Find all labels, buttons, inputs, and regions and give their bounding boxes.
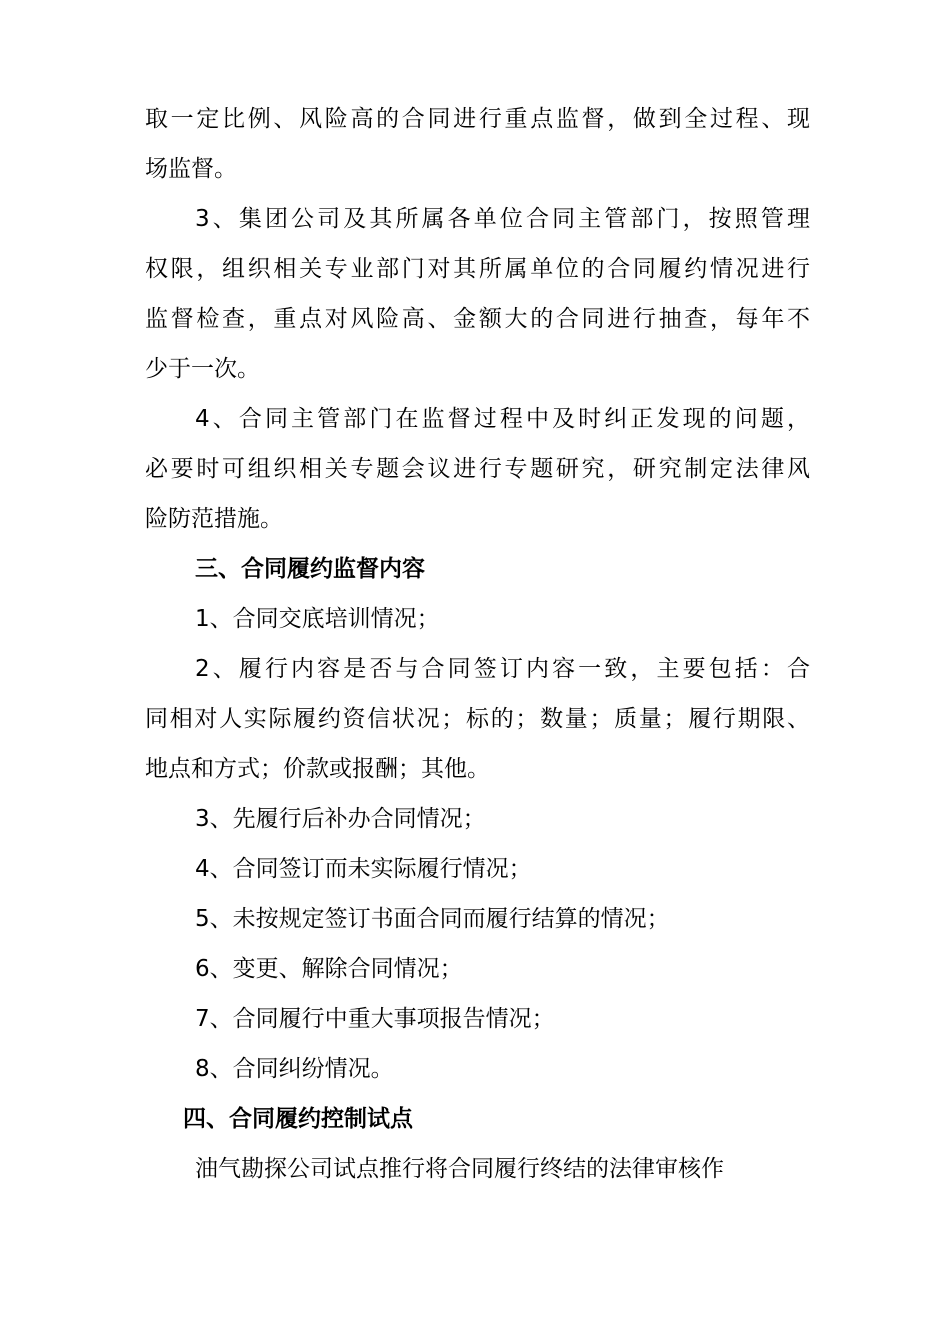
- list-item: 2、履行内容是否与合同签订内容一致，主要包括：合: [195, 656, 810, 682]
- paragraph-line: 险防范措施。: [145, 506, 283, 532]
- paragraph-line: 少于一次。: [145, 356, 260, 382]
- list-item: 7、合同履行中重大事项报告情况；: [195, 1006, 555, 1032]
- document-body: [145, 94, 810, 1194]
- list-item: 5、未按规定签订书面合同而履行结算的情况；: [195, 906, 670, 932]
- list-item: 4、合同签订而未实际履行情况；: [195, 856, 532, 882]
- paragraph-line: 同相对人实际履约资信状况；标的；数量；质量；履行期限、: [145, 706, 810, 732]
- paragraph-line: 地点和方式；价款或报酬；其他。: [145, 756, 490, 782]
- paragraph-line: 场监督。: [145, 156, 237, 182]
- list-item: 6、变更、解除合同情况；: [195, 956, 463, 982]
- paragraph-line: 4、合同主管部门在监督过程中及时纠正发现的问题，: [195, 406, 810, 432]
- section-heading: 三、合同履约监督内容: [195, 556, 425, 582]
- list-item: 1、合同交底培训情况；: [195, 606, 440, 632]
- paragraph-line: 油气勘探公司试点推行将合同履行终结的法律审核作: [195, 1156, 724, 1182]
- paragraph-line: 监督检查，重点对风险高、金额大的合同进行抽查，每年不: [145, 306, 810, 332]
- paragraph-line: 3、集团公司及其所属各单位合同主管部门，按照管理: [195, 206, 810, 232]
- paragraph-line: 取一定比例、风险高的合同进行重点监督，做到全过程、现: [145, 106, 810, 132]
- list-item: 8、合同纠纷情况。: [195, 1056, 394, 1082]
- paragraph-line: 权限，组织相关专业部门对其所属单位的合同履约情况进行: [145, 256, 810, 282]
- section-heading: 四、合同履约控制试点: [183, 1106, 413, 1132]
- list-item: 3、先履行后补办合同情况；: [195, 806, 486, 832]
- paragraph-line: 必要时可组织相关专题会议进行专题研究，研究制定法律风: [145, 456, 810, 482]
